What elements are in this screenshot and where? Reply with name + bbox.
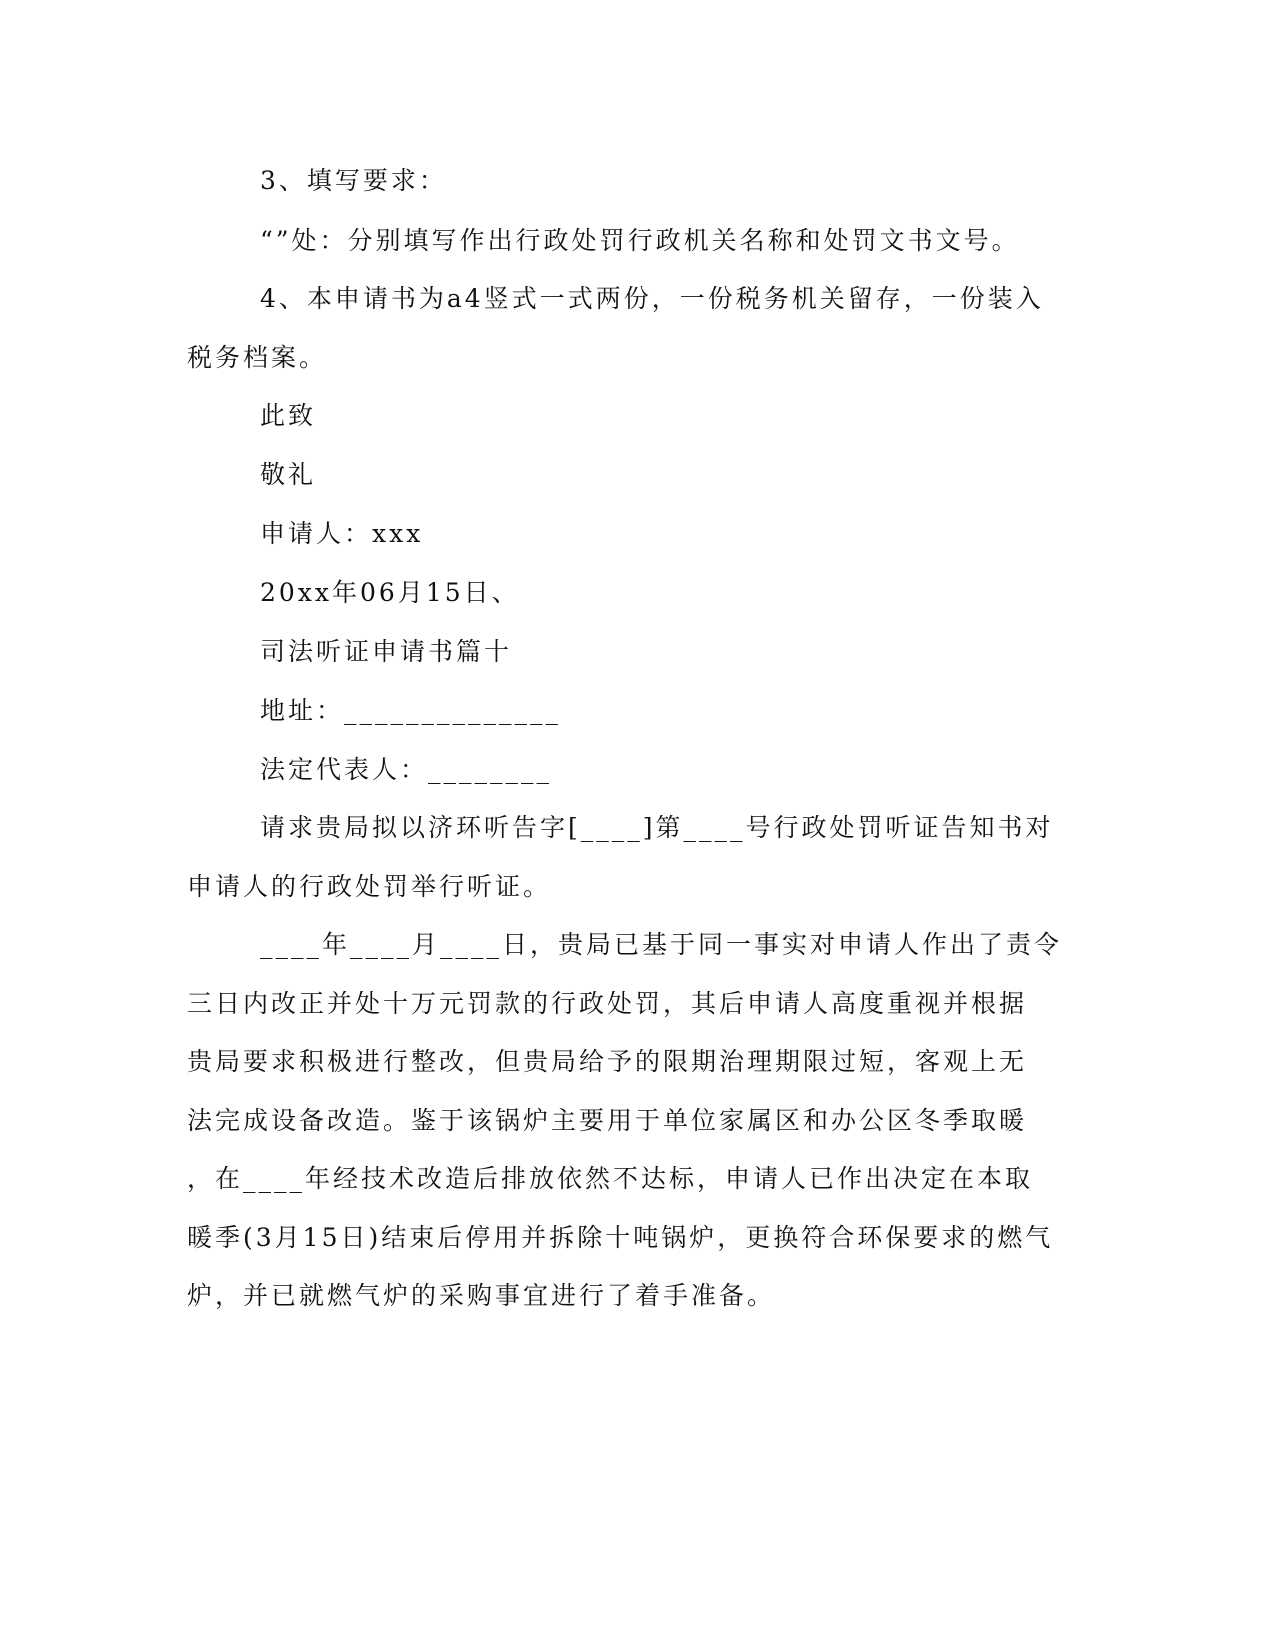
fill-instruction: “”处：分别填写作出行政处罚行政机关名称和处罚文书文号。 <box>260 226 1020 255</box>
facts-paragraph-line-4: 法完成设备改造。鉴于该锅炉主要用于单位家属区和办公区冬季取暖 <box>187 1106 1028 1135</box>
section-4-line-2: 税务档案。 <box>187 343 328 372</box>
legal-representative-field: 法定代表人：________ <box>260 755 553 784</box>
facts-paragraph-line-1: ____年____月____日，贵局已基于同一事实对申请人作出了责令 <box>260 930 1063 959</box>
facts-paragraph-line-5: ，在____年经技术改造后排放依然不达标，申请人已作出决定在本取 <box>187 1164 1034 1193</box>
facts-paragraph-line-6: 暖季(3月15日)结束后停用并拆除十吨锅炉，更换符合环保要求的燃气 <box>187 1223 1054 1252</box>
applicant-signature: 申请人：xxx <box>260 519 424 548</box>
request-paragraph-line-2: 申请人的行政处罚举行听证。 <box>187 872 552 901</box>
section-3-heading: 3、填写要求： <box>260 166 447 195</box>
section-title: 司法听证申请书篇十 <box>260 637 513 666</box>
closing-salutation: 此致 <box>260 401 317 430</box>
facts-paragraph-line-2: 三日内改正并处十万元罚款的行政处罚，其后申请人高度重视并根据 <box>187 989 1028 1018</box>
closing-regards: 敬礼 <box>260 460 317 489</box>
request-paragraph-line-1: 请求贵局拟以济环听告字[____]第____号行政处罚听证告知书对 <box>260 813 1054 842</box>
signature-date: 20xx年06月15日、 <box>260 578 520 607</box>
section-4-line-1: 4、本申请书为a4竖式一式两份，一份税务机关留存，一份装入 <box>260 284 1044 313</box>
address-field: 地址：______________ <box>260 696 562 725</box>
facts-paragraph-line-3: 贵局要求积极进行整改，但贵局给予的限期治理期限过短，客观上无 <box>187 1047 1028 1076</box>
facts-paragraph-line-7: 炉，并已就燃气炉的采购事宜进行了着手准备。 <box>187 1281 776 1310</box>
